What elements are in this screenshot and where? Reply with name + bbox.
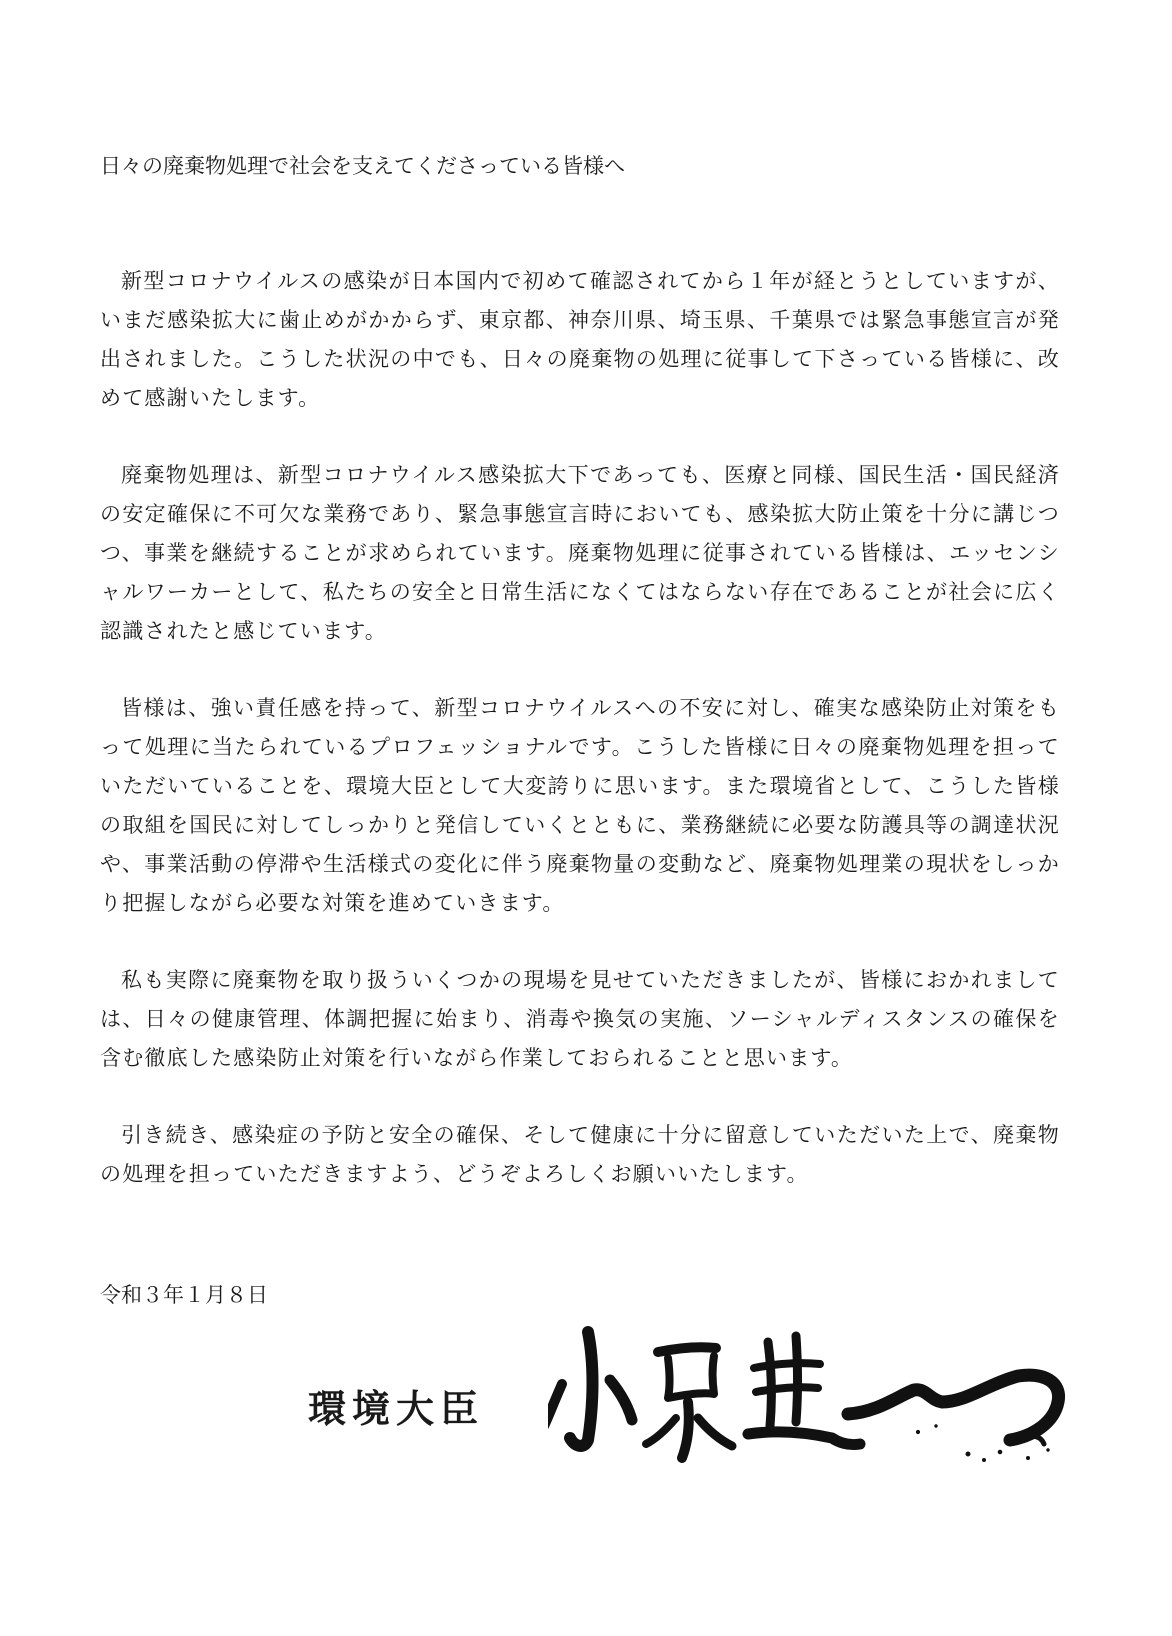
signature-brush-strokes: [548, 1322, 1068, 1472]
signatory-title: 環境大臣: [308, 1387, 485, 1431]
paragraph: 新型コロナウイルスの感染が日本国内で初めて確認されてから１年が経とうとしていますが、いまだ感染拡大に歯止めがかからず、東京都、神奈川県、埼玉県、千葉県では緊急事態宣言が発出されました。こうした状況の中でも、日々の廃棄物の処理に従事して下さっている皆様に、改めて感謝いたします。: [100, 269, 1060, 410]
letter-date: 令和３年１月８日: [100, 1283, 268, 1307]
handwritten-signature: [548, 1322, 1068, 1472]
paragraph: 皆様は、強い責任感を持って、新型コロナウイルスへの不安に対し、確実な感染防止対策をもって処理に当たられているプロフェッショナルです。こうした皆様に日々の廃棄物処理を担っていただいていることを、環境大臣として大変誇りに思います。また環境省として、こうした皆様の取組を国民に対してしっかりと発信していくとともに、業務継続に必要な防護具等の調達状況や、事業活動の停滞や生活様式の変化に伴う廃棄物量の変動など、廃棄物処理業の現状をしっかり把握しながら必要な対策を進めていきます。: [100, 696, 1060, 915]
letter-body: [100, 262, 1060, 1232]
paragraph: 引き続き、感染症の予防と安全の確保、そして健康に十分に留意していただいた上で、廃棄物の処理を担っていただきますよう、どうぞよろしくお願いいたします。: [100, 1123, 1060, 1186]
paragraph: 私も実際に廃棄物を取り扱ういくつかの現場を見せていただきましたが、皆様におかれましては、日々の健康管理、体調把握に始まり、消毒や換気の実施、ソーシャルディスタンスの確保を含む徹底した感染防止対策を行いながら作業しておられることと思います。: [100, 968, 1060, 1070]
salutation: 日々の廃棄物処理で社会を支えてくださっている皆様へ: [100, 154, 625, 178]
paragraph: 廃棄物処理は、新型コロナウイルス感染拡大下であっても、医療と同様、国民生活・国民経済の安定確保に不可欠な業務であり、緊急事態宣言時においても、感染拡大防止策を十分に講じつつ、事業を継続することが求められています。廃棄物処理に従事されている皆様は、エッセンシャルワーカーとして、私たちの安全と日常生活になくてはならない存在であることが社会に広く認識されたと感じています。: [100, 463, 1060, 643]
